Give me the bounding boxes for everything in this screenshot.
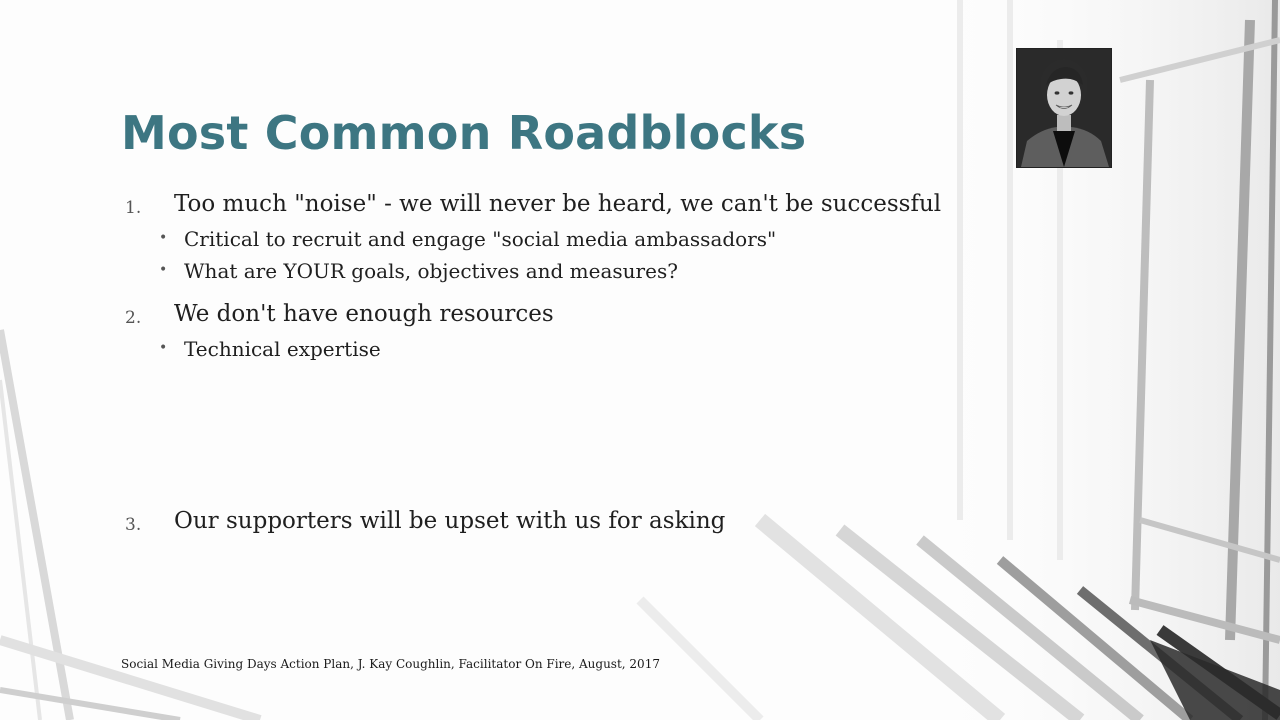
list-item-text: Our supporters will be upset with us for asking [174,508,726,534]
presenter-photo [1016,48,1112,168]
sub-list-item-text: Technical expertise [184,337,381,361]
slide-footer: Social Media Giving Days Action Plan, J. Kay Coughlin, Facilitator On Fire, August, 2017 [121,657,660,671]
bullet-icon: • [159,230,168,246]
presenter-portrait-icon [1017,49,1111,167]
list-item-text: Too much "noise" - we will never be heard, we can't be successful [174,191,942,217]
roadblocks-list [121,0,981,720]
bullet-icon: • [159,262,168,278]
slide-title: Most Common Roadblocks [121,106,807,160]
list-number: 2. [125,308,142,328]
sub-list-item-text: What are YOUR goals, objectives and measures? [184,259,678,283]
list-number: 1. [125,198,142,218]
list-item-text: We don't have enough resources [174,301,554,327]
sub-list-item-text: Critical to recruit and engage "social media ambassadors" [184,227,777,251]
list-number: 3. [125,515,142,535]
bullet-icon: • [159,340,168,356]
